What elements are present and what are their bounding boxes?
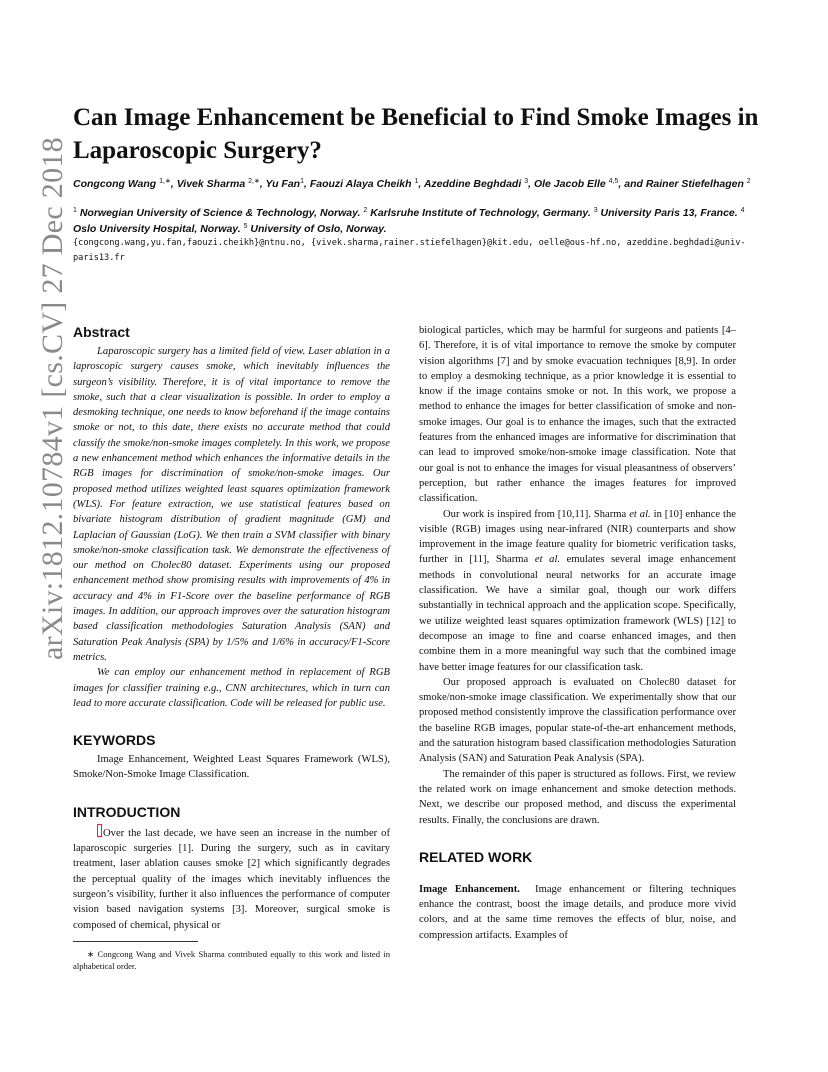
footnote-rule [73, 941, 198, 942]
text-cursor-marker [97, 824, 102, 837]
author-name: Vivek Sharma [176, 178, 246, 190]
author-affiliation-mark: 3 [524, 178, 529, 185]
abstract-paragraph: We can employ our enhancement method in replacement of RGB images for classifier training e.g., CNN architectures, which in turn can lead to more accurate classification. Code will be released for public use. [73, 667, 390, 709]
footnote: ∗ Congcong Wang and Vivek Sharma contributed equally to this work and listed in alphabetical order. [73, 948, 390, 971]
author-emails: {congcong.wang,yu.fan,faouzi.cheikh}@ntnu.no, {vivek.sharma,rainer.stiefelhagen}@kit.edu, oelle@ous-hf.no, azeddine.beghdadi@univ-paris13.fr [73, 238, 746, 263]
author-affiliation-mark: 1 [300, 178, 304, 185]
author-name: Faouzi Alaya Cheikh [309, 178, 412, 190]
author-affiliation-mark: 2,∗ [248, 178, 260, 185]
affiliation: University of Oslo, Norway. [250, 223, 387, 235]
keywords-text: Image Enhancement, Weighted Least Squares Framework (WLS), Smoke/Non-Smoke Image Classification. [73, 754, 390, 781]
author-affiliation-mark: 2 [746, 178, 751, 185]
affiliation-number: 3 [593, 207, 598, 214]
author-affiliation-mark: 1 [414, 178, 419, 185]
introduction-paragraph: The remainder of this paper is structured as follows. First, we review the related work on image enhancement and smoke detection methods. Next, we describe our proposed method, and discuss the experimental results. Finally, the conclusions are drawn. [419, 768, 736, 826]
author-name: and Rainer Stiefelhagen [624, 178, 744, 190]
author-affiliation-mark: 4,5 [608, 178, 619, 185]
affiliation-number: 1 [73, 207, 77, 214]
author-affiliation-mark: 1,∗ [159, 178, 171, 185]
introduction-paragraph [419, 507, 736, 675]
related-work-subheading: Image Enhancement. [419, 883, 520, 895]
affiliation-number: 5 [243, 223, 248, 230]
introduction-text: Our work is inspired from [10,11]. Sharma [443, 508, 630, 520]
affiliation-list [73, 205, 763, 237]
introduction-paragraph: Our proposed approach is evaluated on Cholec80 dataset for smoke/non-smoke image classification. We experimentally show that our proposed method consistently improve the classification performance over the baseline RGB images, popular state-of-the-art enhancement methods, and the saturation histogram based classification methodologies Saturation Analysis (SAN) and Saturation Peak Analysis (SPA). [419, 676, 736, 765]
keywords-heading: KEYWORDS [73, 732, 156, 749]
introduction-emphasis: et al. [534, 554, 561, 566]
affiliation: Oslo University Hospital, Norway. [73, 223, 241, 235]
author-list: Congcong Wang $^{1,∗}$, Vivek Sharma $^{2,∗}$, Yu Fan$^1$, Faouzi Alaya Cheikh $^1$, Azeddine Beghdadi $^3$, Ole Jacob Elle $^{4,5}$, and Rainer Stiefelhagen $^2$ [73, 178, 751, 190]
abstract-heading: Abstract [73, 324, 130, 340]
introduction-heading: INTRODUCTION [73, 803, 181, 820]
affiliation-number: 2 [363, 207, 368, 214]
affiliation: Norwegian University of Science & Technology, Norway. [79, 207, 361, 219]
author-name: Azeddine Beghdadi [423, 178, 522, 190]
paper-title: Can Image Enhancement be Beneficial to Find Smoke Images in Laparoscopic Surgery? [73, 104, 759, 164]
introduction-text: in [10] enhance the visible (RGB) images using near-infrared (NIR) counterparts and show improvement in the image feature quality for biometric verification tasks, further in [11], Sharma [419, 508, 736, 566]
introduction-paragraph: biological particles, which may be harmful for surgeons and patients [4–6]. Therefore, it is of vital importance to remove the smoke by computer vision algorithms [7] and by smoke evacuation techniques [8,9]. In order to employ a desmoking technique, as a prior knowledge it is essential to know if the image contains smoke or not. In this work, we propose a method to enhance the images for better classification of smoke and non-smoke images. Our goal is to enhance the images, such that the extracted features from the enhanced images are informative for discrimination that can lead to improved smoke/non-smoke image classification. Note that our goal is not to enhance the images for visual pleasantness of observers’ perception, but rather enhance the images features for improved classification. [419, 325, 736, 505]
related-work-paragraph [419, 882, 736, 943]
introduction-text: emulates several image enhancement methods in convolutional neural networks for an accurate image classification. We have a similar goal, though our work differs substantially in technical approach and the application scope. Specifically, we utilize weighted least squares optimization framework (WLS) [12] to decompose an image to fine and coarse enhanced images, and then combine them in a more meaningful way such that the combined image have better image features for our classification task. [419, 554, 736, 673]
affiliation: Karlsruhe Institute of Technology, Germany. [370, 207, 591, 219]
introduction-emphasis: et al. [629, 508, 651, 520]
related-work-heading: RELATED WORK [419, 848, 533, 865]
affiliation: University Paris 13, France. [600, 207, 738, 219]
right-column [419, 323, 736, 943]
arxiv-identifier: arXiv:1812.10784v1 [cs.CV] 27 Dec 2018 [36, 137, 69, 660]
author-name: Congcong Wang [73, 178, 157, 190]
introduction-paragraph [73, 824, 390, 933]
affiliation-number: 4 [740, 207, 745, 214]
author-name: Ole Jacob Elle [533, 178, 606, 190]
introduction-text: Over the last decade, we have seen an increase in the number of laparoscopic surgeries [1]. During the surgery, such as in cavitary treatment, laser ablation causes smoke [2] which significantly degrades the perceptual quality of the images which inevitably influences the surgeon’s visibility, further it also influences the performance of computer vision based navigation systems [3]. Moreover, surgical smoke is composed of chemical, physical or [73, 827, 390, 931]
left-column [73, 323, 390, 972]
related-work-text: Image enhancement or filtering techniques enhance the contrast, boost the image details, and produce more vivid colors, and at the same time removes the effects of blur, noise, and compression artifacts. Examples of [419, 883, 736, 941]
author-name: Yu Fan [265, 178, 301, 190]
abstract-paragraph: Laparoscopic surgery has a limited field of view. Laser ablation in a laproscopic surgery causes smoke, which inevitably influences the surgeon’s visibility. Therefore, it is of vital importance to remove the smoke, such that a clear visualization is possible. In order to employ a desmoking technique, one needs to know beforehand if the image contains smoke or not, to this date, there exists no accurate method that could classify the smoke/non-smoke images completely. In this work, we propose a new enhancement method which enhances the informative details in the RGB images for discrimination of smoke/non-smoke images. Our proposed method utilizes weighted least squares optimization framework (WLS). For feature extraction, we use statistical features based on bivariate histogram distribution of gradient magnitude (GM) and Laplacian of Gaussian (LoG). We then train a SVM classifier with binary smoke/non-smoke classification task. We demonstrate the effectiveness of our method on Cholec80 dataset. Experiments using our proposed enhancement method show promising results with improvements of 4% in accuracy and 4% in F1-Score over the baseline performance of RGB images. In addition, our approach improves over the saturation histogram based classification methodologies Saturation Analysis (SAN) and Saturation Peak Analysis (SPA) by 1/5% and 1/6% in accuracy/F1-Score metrics. [73, 346, 390, 663]
